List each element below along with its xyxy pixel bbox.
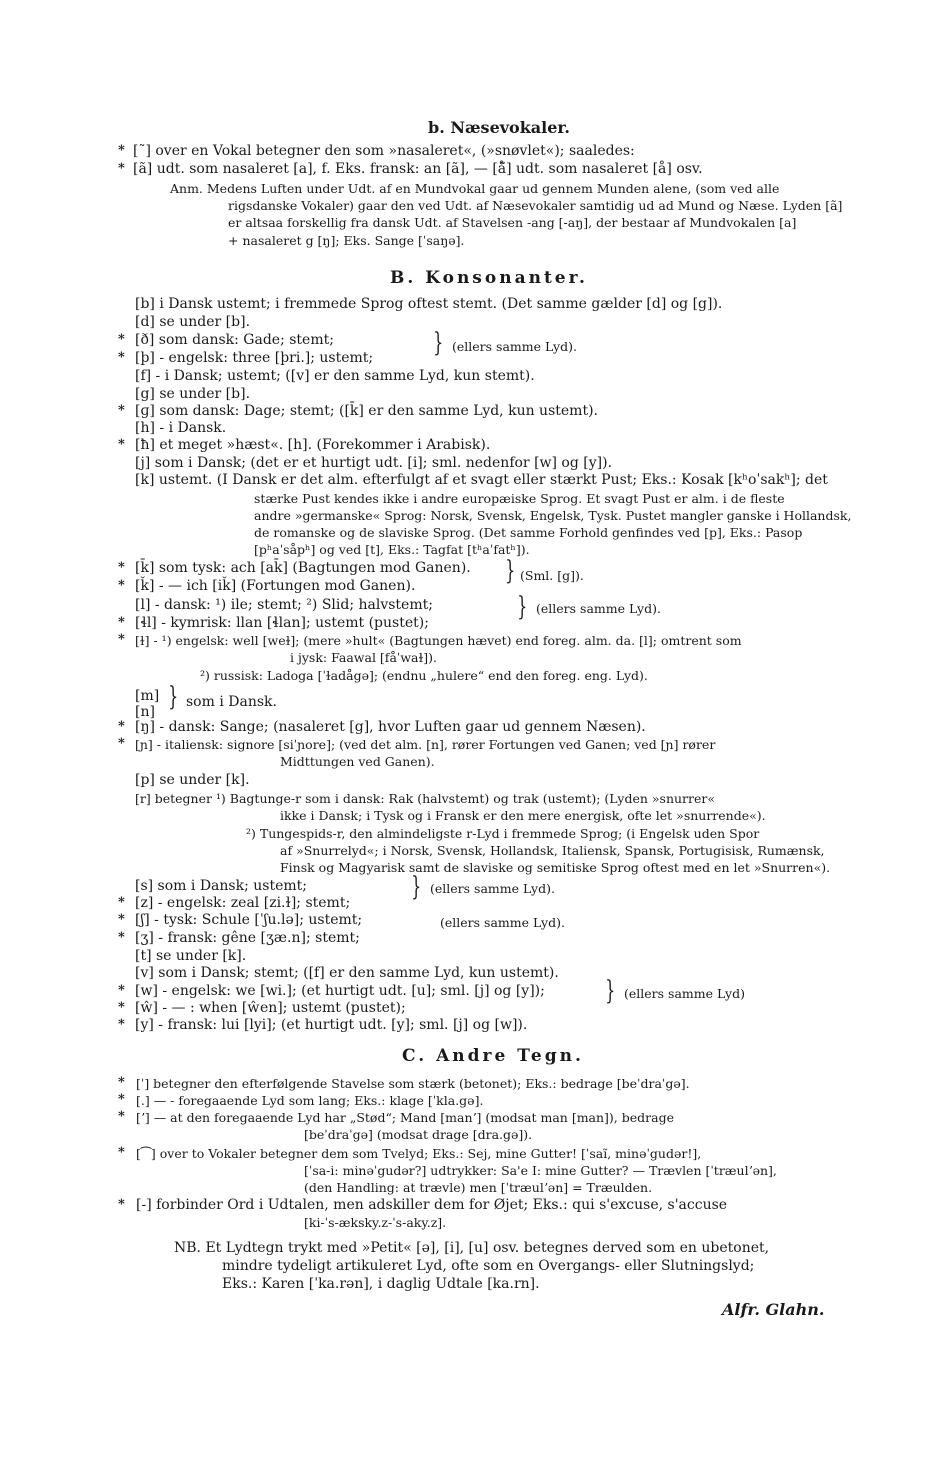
text-line: [b] i Dansk ustemt; i fremmede Sprog oftest stemt. (Det samme gælder [d] og [g]). (135, 296, 723, 312)
brace-mark: } (605, 976, 616, 1006)
text-line: [y] - fransk: lui [lyi]; (et hurtigt udt. [y]; sml. [j] og [w]). (135, 1017, 528, 1033)
text-line: [ʼ] — at den foregaaende Lyd har „Stød“; Mand [manʼ] (modsat man [man]), bedrage (136, 1110, 674, 1125)
asterisk-mark: * (118, 437, 125, 452)
asterisk-mark: * (118, 912, 125, 927)
text-line: [k] ustemt. (I Dansk er det alm. efterfulgt af et svagt eller stærkt Pust; Eks.: Kosak [kʰoˈsakʰ]; det (135, 472, 828, 488)
text-line: ²) Tungespids-r, den almindeligste r-Lyd i fremmede Sprog; (i Engelsk uden Spor (246, 826, 760, 841)
text-line: [ʒ] - fransk: gêne [ʒæ.n]; stemt; (135, 930, 360, 946)
brace-note: (ellers samme Lyd). (440, 915, 565, 930)
asterisk-mark: * (118, 1197, 125, 1212)
text-line: andre »germanske« Sprog: Norsk, Svensk, Engelsk, Tysk. Pustet mangler ganske i Hollandsk, (254, 508, 852, 523)
text-line: [pʰaˈsåpʰ] og ved [t], Eks.: Tagfat [tʰaˈfatʰ]). (254, 542, 530, 557)
asterisk-mark: * (118, 1075, 125, 1090)
text-line: [m] (135, 688, 160, 704)
nb-note-line: Eks.: Karen [ˈka.rən], i daglig Udtale [ka.rn]. (222, 1276, 540, 1292)
asterisk-mark: * (118, 983, 125, 998)
text-line: rigsdanske Vokaler) gaar den ved Udt. af Næsevokaler samtidig ud ad Mund og Næse. Lyden [ã] (228, 198, 843, 213)
text-line: stærke Pust kendes ikke i andre europæiske Sprog. Et svagt Pust er alm. i de fleste (254, 491, 785, 506)
text-line: [ʃ] - tysk: Schule [ˈʃu.lə]; ustemt; (135, 912, 363, 928)
asterisk-mark: * (118, 1109, 125, 1124)
asterisk-mark: * (118, 578, 125, 593)
text-line: [r] betegner ¹) Bagtunge-r som i dansk: Rak (halvstemt) og trak (ustemt); (Lyden »snurrer« (135, 791, 716, 806)
text-line: [ǩ] - — ich [iǩ] (Fortungen mod Ganen). (135, 578, 416, 594)
text-line: [ˈ] betegner den efterfølgende Stavelse som stærk (betonet); Eks.: bedrage [beˈdraˈgə]. (136, 1076, 690, 1091)
text-line: [f] - i Dansk; ustemt; ([v] er den samme Lyd, kun stemt). (135, 368, 535, 384)
text-line: [ki-ˈs-æksky.z-ˈs-aky.z]. (304, 1215, 447, 1230)
brace-note: (ellers samme Lyd). (536, 601, 661, 616)
section-title-konsonanter: B. Konsonanter. (390, 268, 588, 288)
asterisk-mark: * (118, 1145, 125, 1160)
asterisk-mark: * (118, 632, 125, 647)
asterisk-mark: * (118, 161, 125, 176)
text-line: [ð] som dansk: Gade; stemt; (135, 332, 334, 348)
text-line: [v] som i Dansk; stemt; ([f] er den samme Lyd, kun ustemt). (135, 965, 559, 981)
text-line: [l] - dansk: ¹) ile; stemt; ²) Slid; halvstemt; (135, 597, 433, 613)
asterisk-mark: * (118, 1017, 125, 1032)
text-line: [ŵ] - — : when [ŵen]; ustemt (pustet); (135, 1000, 406, 1016)
text-line: + nasaleret g [ŋ]; Eks. Sange [ˈsaŋə]. (228, 233, 465, 248)
text-line: [ˈsa-i: minəˈgudər?] udtrykker: Sa'e I: mine Gutter? — Trævlen [ˈtræulʼən], (304, 1163, 777, 1178)
text-line: Finsk og Magyarisk samt de slaviske og semitiske Sprog oftest med en let »Snurren«). (280, 860, 831, 875)
text-line: Anm. Medens Luften under Udt. af en Mundvokal gaar ud gennem Munden alene, (som ved alle (170, 181, 780, 196)
text-line: af »Snurrelyd«; i Norsk, Svensk, Hollandsk, Italiensk, Spansk, Portugisisk, Rumænsk, (280, 843, 825, 858)
text-line: [t] se under [k]. (135, 948, 247, 964)
text-line: ikke i Dansk; i Tysk og i Fransk er den mere energisk, ofte let »snurrende«). (280, 808, 766, 823)
brace-note: (ellers samme Lyd) (624, 986, 745, 1001)
brace-mark: } (411, 872, 422, 902)
brace-mark: } (168, 682, 179, 712)
brace-mark: } (433, 328, 444, 358)
asterisk-mark: * (118, 560, 125, 575)
asterisk-mark: * (118, 143, 125, 158)
asterisk-mark: * (118, 1092, 125, 1107)
text-line: [ɲ] - italiensk: signore [siˈɲore]; (ved det alm. [n], rører Fortungen ved Ganen; ved [ɲ] rører (135, 737, 716, 752)
asterisk-mark: * (118, 332, 125, 347)
asterisk-mark: * (118, 350, 125, 365)
asterisk-mark: * (118, 1000, 125, 1015)
text-line: [⁀] over to Vokaler betegner dem som Tvelyd; Eks.: Sej, mine Gutter! [ˈsaĩ, minəˈgudər!], (136, 1146, 702, 1161)
text-line: [þ] - engelsk: three [þri.]; ustemt; (135, 350, 374, 366)
text-line: Midttungen ved Ganen). (280, 754, 435, 769)
text-line: (den Handling: at trævle) men [ˈtræulʼən] = Træulden. (304, 1180, 653, 1195)
text-line: [n] (135, 704, 155, 720)
text-line: [ɫ] - ¹) engelsk: well [weɫ]; (mere »hult« (Bagtungen hævet) end foreg. alm. da. [l]; omtrent som (135, 633, 742, 648)
asterisk-mark: * (118, 615, 125, 630)
text-line: [h] - i Dansk. (135, 420, 227, 436)
text-line: [ɬl] - kymrisk: llan [ɬlan]; ustemt (pustet); (135, 615, 429, 631)
text-line: er altsaa forskellig fra dansk Udt. af Stavelsen -ang [-aŋ], der bestaar af Mundvokalen [a] (228, 215, 797, 230)
text-line: [d] se under [b]. (135, 314, 251, 330)
asterisk-mark: * (118, 719, 125, 734)
text-line: [ɡ] som dansk: Dage; stemt; ([k̄] er den samme Lyd, kun ustemt). (135, 403, 598, 419)
text-line: [ħ] et meget »hæst«. [h]. (Forekommer i Arabisk). (135, 437, 491, 453)
brace-note: som i Dansk. (186, 694, 277, 710)
section-title-naesevokaler: b. Næsevokaler. (428, 118, 570, 137)
text-line: [w] - engelsk: we [wi.]; (et hurtigt udt. [u]; sml. [j] og [y]); (135, 983, 545, 999)
section-title-andre-tegn: C. Andre Tegn. (402, 1046, 584, 1066)
text-line: [beˈdraˈgə] (modsat drage [dra.gə]). (304, 1127, 533, 1142)
text-line: ²) russisk: Ladoga [ˈɫadågə]; (endnu „hulere“ end den foreg. eng. Lyd). (200, 668, 648, 683)
brace-mark: } (517, 592, 528, 622)
text-line: [j] som i Dansk; (det er et hurtigt udt. [i]; sml. nedenfor [w] og [y]). (135, 455, 613, 471)
text-line: de romanske og de slaviske Sprog. (Det samme Forhold genfindes ved [p], Eks.: Pasop (254, 525, 803, 540)
nb-note-line: mindre tydeligt artikuleret Lyd, ofte som en Overgangs- eller Slutningslyd; (222, 1258, 755, 1274)
text-line: [ã] udt. som nasaleret [a], f. Eks. fransk: an [ã], — [å̃] udt. som nasaleret [å] osv. (133, 161, 703, 177)
text-line: [.] — - foregaaende Lyd som lang; Eks.: klage [ˈkla.gə]. (136, 1093, 484, 1108)
text-line: [p] se under [k]. (135, 772, 250, 788)
brace-note: (Sml. [g]). (520, 568, 584, 583)
text-line: [˜] over en Vokal betegner den som »nasaleret«, (»snøvlet«); saaledes: (133, 143, 635, 159)
text-line: [ŋ] - dansk: Sange; (nasaleret [g], hvor Luften gaar ud gennem Næsen). (135, 719, 646, 735)
text-line: [s] som i Dansk; ustemt; (135, 878, 307, 894)
text-line: [z] - engelsk: zeal [zi.ɫ]; stemt; (135, 895, 351, 911)
author-signature: Alfr. Glahn. (722, 1300, 825, 1319)
asterisk-mark: * (118, 895, 125, 910)
asterisk-mark: * (118, 930, 125, 945)
brace-note: (ellers samme Lyd). (452, 339, 577, 354)
brace-note: (ellers samme Lyd). (430, 881, 555, 896)
nb-note-line: NB. Et Lydtegn trykt med »Petit« [ə], [i], [u] osv. betegnes derved som en ubetonet, (174, 1240, 770, 1256)
text-line: [g] se under [b]. (135, 386, 251, 402)
text-line: [k̄] som tysk: ach [ak̄] (Bagtungen mod Ganen). (135, 560, 471, 576)
text-line: [-] forbinder Ord i Udtalen, men adskiller dem for Øjet; Eks.: qui s'excuse, s'accuse (136, 1197, 728, 1213)
brace-mark: } (505, 556, 516, 586)
asterisk-mark: * (118, 403, 125, 418)
asterisk-mark: * (118, 736, 125, 751)
text-line: i jysk: Faawal [fåˈwaɫ]). (290, 650, 437, 665)
